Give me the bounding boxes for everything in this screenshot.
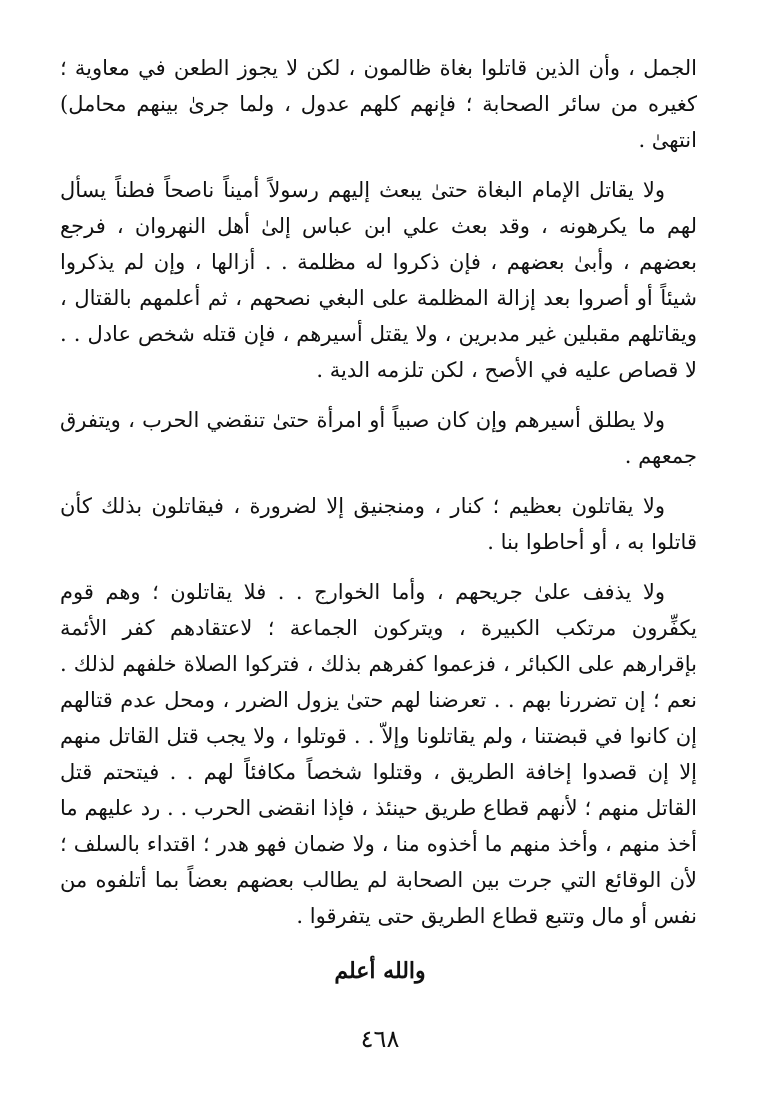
paragraph-5: ولا يذفف علىٰ جريحهم ، وأما الخوارج . . فلا يقاتلون ؛ وهم قوم يكفِّرون مرتكب الكبيرة ، ويتركون الجماعة ؛ لاعتقادهم كفر الأئمة بإقرارهم على الكبائر ، فزعموا كفرهم بذلك ، فتركوا الصلاة خلفهم لذلك . نعم ؛ إن تضررنا بهم . . تعرضنا لهم حتىٰ يزول الضرر ، ومحل عدم قتالهم إن كانوا في قبضتنا ، ولم يقاتلونا وإلاّ . . قوتلوا ، ولا يجب قتل القاتل منهم إلا إن قصدوا إخافة الطريق ، وقتلوا شخصاً مكافئاً لهم . . فيتحتم قتل القاتل منهم ؛ لأنهم قطاع طريق حينئذ ، فإذا انقضى الحرب . . رد عليهم ما أخذ منهم ، وأخذ منهم ما أخذوه منا ، ولا ضمان فهو هدر ؛ اقتداء بالسلف ؛ لأن الوقائع التي جرت بين الصحابة لم يطالب بعضهم بعضاً بما أتلفوه من نفس أو مال وتتبع قطاع الطريق حتى يتفرقوا . <box>60 580 698 928</box>
paragraph-2: ولا يقاتل الإمام البغاة حتىٰ يبعث إليهم رسولاً أميناً ناصحاً فطناً يسأل لهم ما يكرهونه ، وقد بعث علي ابن عباس إلىٰ أهل النهروان ، فرجع بعضهم ، وأبىٰ بعضهم ، فإن ذكروا له مظلمة . . أزالها ، وإن لم يذكروا شيئاً أو أصروا بعد إزالة المظلمة على البغي نصحهم ، ثم أعلمهم بالقتال ، ويقاتلهم مقبلين غير مدبرين ، ولا يقتل أسيرهم ، فإن قتله شخص عادل . . لا قصاص عليه في الأصح ، لكن تلزمه الدية . <box>60 178 697 382</box>
paragraph-1: الجمل ، وأن الذين قاتلوا بغاة ظالمون ، لكن لا يجوز الطعن في معاوية ؛ كغيره من سائر الصحابة ؛ فإنهم كلهم عدول ، ولما جرىٰ بينهم محامل) انتهىٰ . <box>60 56 697 152</box>
paragraph-3: ولا يطلق أسيرهم وإن كان صبياً أو امرأة حتىٰ تنقضي الحرب ، ويتفرق جمعهم . <box>60 408 697 468</box>
page-number: ٤٦٨ <box>360 1025 400 1053</box>
paragraph-4: ولا يقاتلون بعظيم ؛ كنار ، ومنجنيق إلا لضرورة ، فيقاتلون بذلك كأن قاتلوا به ، أو أحاطوا بنا . <box>60 494 697 554</box>
body-text <box>60 50 697 948</box>
closing-phrase: والله أعلم <box>334 958 426 984</box>
